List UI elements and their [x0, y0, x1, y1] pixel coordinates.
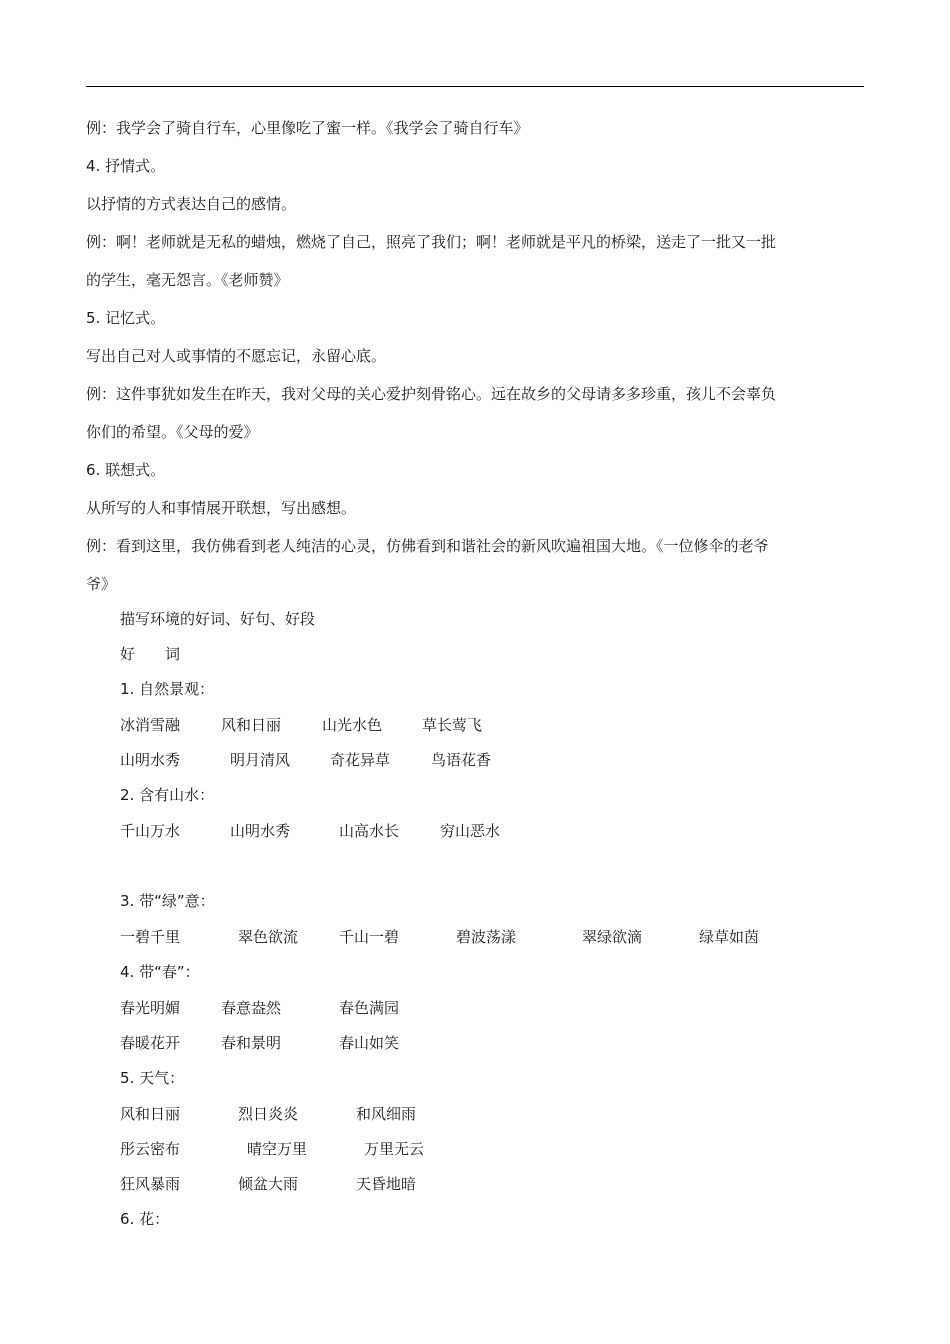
word: 山明水秀 [120, 751, 181, 769]
word: 和风细雨 [356, 1105, 417, 1123]
group-heading: 4. 带“春”： [120, 963, 200, 981]
word: 穷山恶水 [440, 822, 501, 840]
word: 山明水秀 [230, 822, 291, 840]
group-heading: 3. 带“绿”意： [120, 892, 215, 910]
paragraph: 例：我学会了骑自行车，心里像吃了蜜一样。《我学会了骑自行车》 [86, 119, 529, 137]
paragraph: 爷》 [86, 575, 117, 593]
paragraph: 你们的希望。《父母的爱》 [86, 423, 259, 441]
paragraph: 5. 记忆式。 [86, 309, 166, 327]
word: 倾盆大雨 [238, 1175, 299, 1193]
word: 绿草如茵 [699, 928, 760, 946]
word: 碧波荡漾 [456, 928, 517, 946]
word: 冰消雪融 [120, 716, 181, 734]
word: 鸟语花香 [431, 751, 492, 769]
word: 奇花异草 [330, 751, 391, 769]
word: 千山一碧 [339, 928, 400, 946]
paragraph: 例：啊！老师就是无私的蜡烛，燃烧了自己，照亮了我们；啊！老师就是平凡的桥梁，送走了一批又一批 [86, 233, 777, 251]
paragraph: 4. 抒情式。 [86, 157, 166, 175]
paragraph: 6. 联想式。 [86, 461, 166, 479]
subtitle: 好 词 [120, 645, 181, 663]
word: 千山万水 [120, 822, 181, 840]
word: 草长莺飞 [422, 716, 483, 734]
word: 天昏地暗 [356, 1175, 417, 1193]
word: 一碧千里 [120, 928, 181, 946]
paragraph: 写出自己对人或事情的不愿忘记，永留心底。 [86, 347, 387, 365]
word: 万里无云 [364, 1140, 425, 1158]
word: 春和景明 [221, 1034, 282, 1052]
word: 春色满园 [339, 999, 400, 1017]
group-heading: 5. 天气： [120, 1069, 185, 1087]
paragraph: 的学生，毫无怨言。《老师赞》 [86, 271, 289, 289]
word: 山高水长 [339, 822, 400, 840]
group-heading: 1. 自然景观： [120, 680, 215, 698]
word: 翠色欲流 [238, 928, 299, 946]
word: 狂风暴雨 [120, 1175, 181, 1193]
paragraph: 例：这件事犹如发生在昨天，我对父母的关心爱护刻骨铭心。远在故乡的父母请多多珍重，孩儿不会辜负 [86, 385, 777, 403]
word: 山光水色 [322, 716, 383, 734]
paragraph: 以抒情的方式表达自己的感情。 [86, 195, 297, 213]
section-title: 描写环境的好词、好句、好段 [120, 610, 316, 628]
word: 翠绿欲滴 [582, 928, 643, 946]
word: 晴空万里 [247, 1140, 308, 1158]
word: 风和日丽 [120, 1105, 181, 1123]
word: 春暖花开 [120, 1034, 181, 1052]
word: 烈日炎炎 [238, 1105, 299, 1123]
word: 春光明媚 [120, 999, 181, 1017]
word: 春意盎然 [221, 999, 282, 1017]
word: 风和日丽 [221, 716, 282, 734]
word: 明月清风 [230, 751, 291, 769]
word: 春山如笑 [339, 1034, 400, 1052]
group-heading: 2. 含有山水： [120, 786, 215, 804]
word: 彤云密布 [120, 1140, 181, 1158]
header-rule [86, 86, 864, 87]
paragraph: 例：看到这里，我仿佛看到老人纯洁的心灵，仿佛看到和谐社会的新风吹遍祖国大地。《一位修伞的老爷 [86, 537, 769, 555]
group-heading: 6. 花： [120, 1210, 170, 1228]
paragraph: 从所写的人和事情展开联想，写出感想。 [86, 499, 357, 517]
